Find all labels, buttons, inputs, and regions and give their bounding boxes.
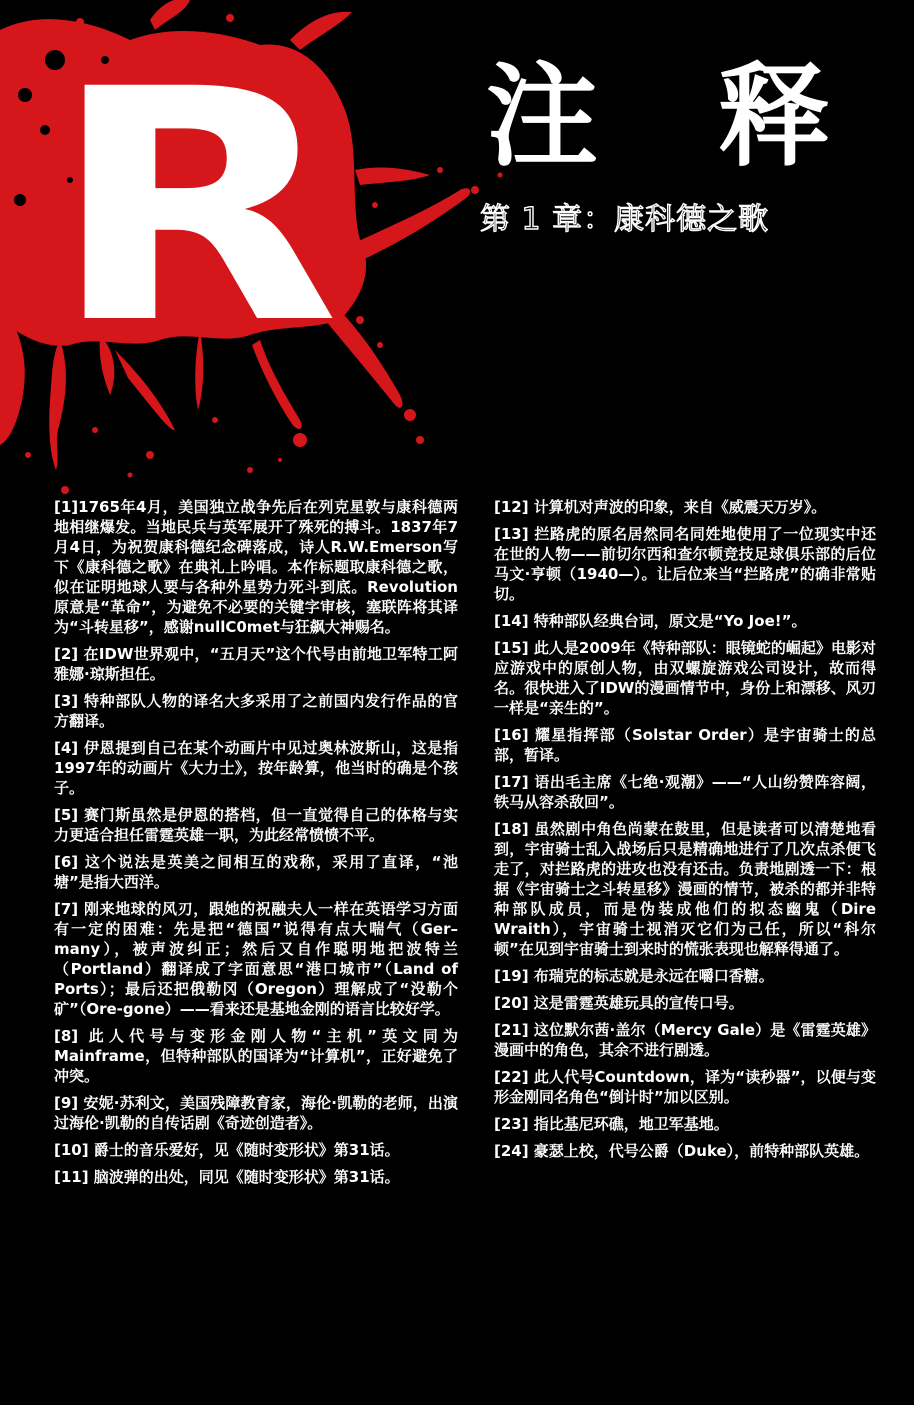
note-4: [4] 伊恩提到自己在某个动画片中见过奥林波斯山，这是指1997年的动画片《大力士》，按年龄算，他当时的确是个孩子。 bbox=[54, 739, 458, 797]
note-15: [15] 此人是2009年《特种部队：眼镜蛇的崛起》电影对应游戏中的原创人物，由双螺旋游戏公司设计，故而得名。很快进入了IDW的漫画情节中，身份上和漂移、风刃一样是“亲生的”。 bbox=[494, 639, 876, 717]
notes-column-right bbox=[494, 497, 876, 1168]
page-title bbox=[486, 52, 876, 182]
note-1: [1]1765年4月，美国独立战争先后在列克星敦与康科德两地相继爆发。当地民兵与英军展开了殊死的搏斗。1837年7月4日，为祝贺康科德纪念碑落成，诗人R.W.Emerson写下《康科德之歌》在典礼上吟唱。本作标题取康科德之歌，似在证明地球人要与各种外星势力死斗到底。Revolution原意是“革命”，为避免不必要的关键字审核，塞联阵将其译为“斗转星移”，感谢nullC0met与狂飙大神赐名。 bbox=[54, 498, 458, 636]
note-18: [18] 虽然剧中角色尚蒙在鼓里，但是读者可以清楚地看到，宇宙骑士乱入战场后只是精确地进行了几次点杀便飞走了，对拦路虎的进攻也没有还击。负责地剧透一下：根据《宇宙骑士之斗转星移》漫画的情节，被杀的都并非特种部队成员，而是伪装成他们的拟态幽鬼（Dire Wraith），宇宙骑士视消灭它们为己任，所以“科尔顿”在见到宇宙骑士到来时的慌张表现也解释得通了。 bbox=[494, 820, 876, 958]
paint-splatter-logo bbox=[0, 0, 560, 500]
note-11: [11] 脑波弹的出处，同见《随时变形状》第31话。 bbox=[54, 1168, 400, 1186]
note-16: [16] 耀星指挥部（Solstar Order）是宇宙骑士的总部，暂译。 bbox=[494, 726, 876, 764]
note-5: [5] 赛门斯虽然是伊恩的搭档，但一直觉得自己的体格与实力更适合担任雷霆英雄一职，为此经常愤愤不平。 bbox=[54, 806, 458, 844]
note-24: [24] 豪瑟上校，代号公爵（Duke），前特种部队英雄。 bbox=[494, 1142, 870, 1160]
note-13: [13] 拦路虎的原名居然同名同姓地使用了一位现实中还在世的人物——前切尔西和查尔顿竞技足球俱乐部的后位马文·亨顿（1940—）。让后位来当“拦路虎”的确非常贴切。 bbox=[494, 525, 876, 603]
note-7: [7] 刚来地球的风刃，跟她的祝融夫人一样在英语学习方面有一定的困难：先是把“德国”说得有点大喘气（Ger–many），被声波纠正；然后又自作聪明地把波特兰（Portland）翻译成了字面意思“港口城市”（Land of Ports）；最后还把俄勒冈（Oregon）理解成了“没勒个矿”（Ore-gone）——看来还是基地金刚的语言比较好学。 bbox=[54, 900, 458, 1018]
note-12: [12] 计算机对声波的印象，来自《威震天万岁》。 bbox=[494, 498, 827, 516]
note-6: [6] 这个说法是英美之间相互的戏称，采用了直译，“池塘”是指大西洋。 bbox=[54, 853, 458, 891]
page-title-char-2: 释 bbox=[718, 52, 832, 182]
note-23: [23] 指比基尼环礁，地卫军基地。 bbox=[494, 1115, 729, 1133]
page-title-char-1: 注 bbox=[486, 52, 600, 182]
note-17: [17] 语出毛主席《七绝·观潮》——“人山纷赞阵容阔，铁马从容杀敌回”。 bbox=[494, 773, 876, 811]
note-3: [3] 特种部队人物的译名大多采用了之前国内发行作品的官方翻译。 bbox=[54, 692, 458, 730]
note-2: [2] 在IDW世界观中，“五月天”这个代号由前地卫军特工阿雅娜·琼斯担任。 bbox=[54, 645, 458, 683]
note-8: [8] 此人代号与变形金刚人物“主机”英文同为Mainframe，但特种部队的国译为“计算机”，正好避免了冲突。 bbox=[54, 1027, 458, 1085]
logo-letter-r: R bbox=[50, 22, 340, 394]
note-19: [19] 布瑞克的标志就是永远在嚼口香糖。 bbox=[494, 967, 774, 985]
note-9: [9] 安妮·苏利文，美国残障教育家，海伦·凯勒的老师，出演过海伦·凯勒的自传话剧《奇迹创造者》。 bbox=[54, 1094, 458, 1132]
note-21: [21] 这位默尔茜·盖尔（Mercy Gale）是《雷霆英雄》漫画中的角色，其余不进行剧透。 bbox=[494, 1021, 876, 1059]
note-20: [20] 这是雷霆英雄玩具的宣传口号。 bbox=[494, 994, 744, 1012]
notes-column-left bbox=[54, 497, 458, 1194]
note-14: [14] 特种部队经典台词，原文是“Yo Joe!”。 bbox=[494, 612, 807, 630]
chapter-subtitle: 第 1 章：康科德之歌 bbox=[480, 202, 770, 237]
note-10: [10] 爵士的音乐爱好，见《随时变形状》第31话。 bbox=[54, 1141, 400, 1159]
note-22: [22] 此人代号Countdown，译为“读秒器”，以便与变形金刚同名角色“倒计时”加以区别。 bbox=[494, 1068, 876, 1106]
